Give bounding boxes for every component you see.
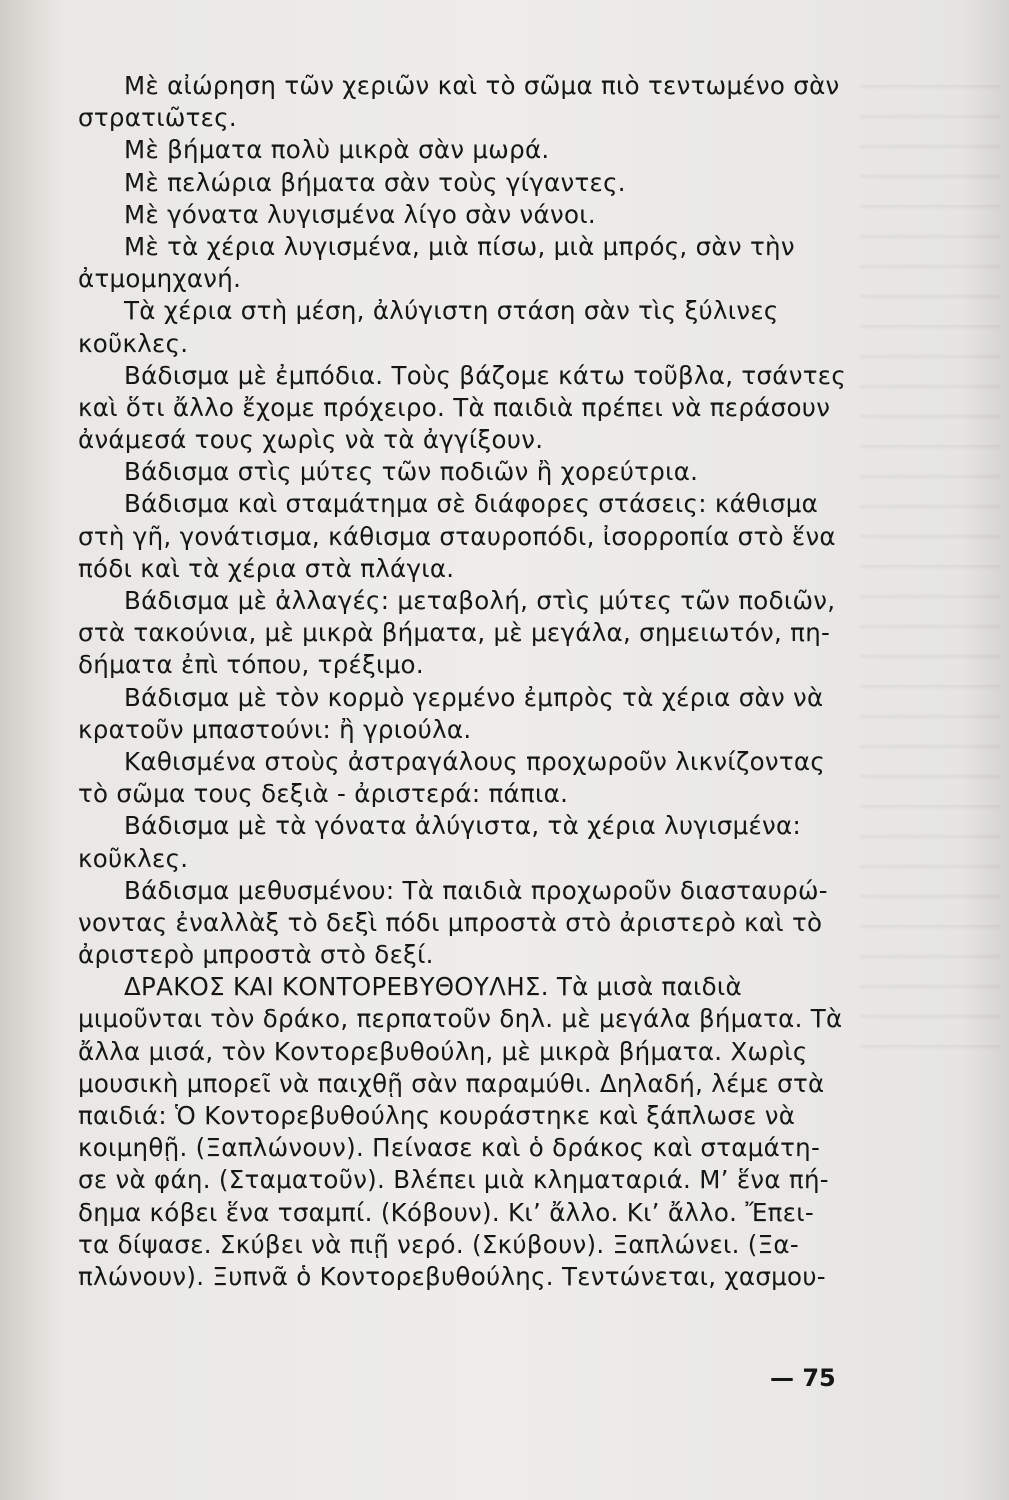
text-line: ἀτμομηχανή. xyxy=(78,264,242,294)
text-line: Καθισμένα στοὺς ἀστραγάλους προχωροῦν λικνίζοντας xyxy=(124,746,826,776)
text-line: Βάδισμα καὶ σταμάτημα σὲ διάφορες στάσεις: κάθισμα xyxy=(124,489,819,519)
text-line: μουσικὴ μπορεῖ νὰ παιχθῇ σὰν παραμύθι. Δηλαδή, λέμε στὰ xyxy=(78,1068,825,1098)
text-line: Βάδισμα μὲ τὸν κορμὸ γερμένο ἐμπρὸς τὰ χέρια σὰν νὰ xyxy=(124,682,824,712)
text-line: Βάδισμα μὲ ἀλλαγές: μεταβολή, στὶς μύτες τῶν ποδιῶν, xyxy=(124,586,836,615)
text-line: κοῦκλες. xyxy=(78,328,189,358)
page-number: — 75 xyxy=(770,1364,836,1392)
text-line: μιμοῦνται τὸν δράκο, περπατοῦν δηλ. μὲ μεγάλα βήματα. Τὰ xyxy=(78,1004,843,1034)
text-line: Μὲ πελώρια βήματα σὰν τοὺς γίγαντες. xyxy=(124,167,626,197)
text-line: κοῦκλες. xyxy=(78,843,189,873)
text-line: Μὲ βήματα πολὺ μικρὰ σὰν μωρά. xyxy=(124,135,550,165)
text-line: τὸ σῶμα τους δεξιὰ - ἀριστερά: πάπια. xyxy=(78,779,569,809)
text-line: στὴ γῆ, γονάτισμα, κάθισμα σταυροπόδι, ἰσορροπία στὸ ἕνα xyxy=(78,521,836,551)
text-line: Μὲ τὰ χέρια λυγισμένα, μιὰ πίσω, μιὰ μπρός, σὰν τὴν xyxy=(124,231,795,261)
text-line: Βάδισμα μὲ τὰ γόνατα ἀλύγιστα, τὰ χέρια λυγισμένα: xyxy=(124,811,802,841)
text-line: ἀριστερὸ μπροστὰ στὸ δεξί. xyxy=(78,940,434,970)
text-line: στρατιῶτες. xyxy=(78,103,237,133)
text-line: Τὰ χέρια στὴ μέση, ἀλύγιστη στάση σὰν τὶς ξύλινες xyxy=(124,296,779,326)
text-line: σε νὰ φάη. (Σταματοῦν). Βλέπει μιὰ κληματαριά. Μ’ ἕνα πή- xyxy=(78,1165,829,1195)
text-line: κοιμηθῇ. (Ξαπλώνουν). Πείνασε καὶ ὁ δράκος καὶ σταμάτη- xyxy=(78,1133,821,1163)
text-line: κρατοῦν μπαστούνι: ἢ γριούλα. xyxy=(78,714,472,744)
text-line: παιδιά: Ὁ Κοντορεβυθούλης κουράστηκε καὶ ξάπλωσε νὰ xyxy=(78,1101,796,1130)
text-line: δημα κόβει ἕνα τσαμπί. (Κόβουν). Κι’ ἄλλο. Κι’ ἄλλο. Ἔπει- xyxy=(78,1197,814,1227)
text-line: νοντας ἐναλλὰξ τὸ δεξὶ πόδι μπροστὰ στὸ ἀριστερὸ καὶ τὸ xyxy=(78,907,823,937)
text-line: πόδι καὶ τὰ χέρια στὰ πλάγια. xyxy=(78,553,455,583)
text-line: ἀνάμεσά τους χωρὶς νὰ τὰ ἀγγίξουν. xyxy=(78,425,544,455)
text-line: ΔΡΑΚΟΣ ΚΑΙ ΚΟΝΤΟΡΕΒΥΘΟΥΛΗΣ. Τὰ μισὰ παιδιὰ xyxy=(124,972,742,1002)
text-line: Βάδισμα μὲ ἐμπόδια. Τοὺς βάζομε κάτω τοῦβλα, τσάντες xyxy=(124,360,847,390)
text-line: Βάδισμα στὶς μύτες τῶν ποδιῶν ἢ χορεύτρια. xyxy=(124,457,699,487)
text-line: Μὲ γόνατα λυγισμένα λίγο σὰν νάνοι. xyxy=(124,199,596,229)
body-text xyxy=(78,70,862,1293)
text-line: Μὲ αἰώρηση τῶν χεριῶν καὶ τὸ σῶμα πιὸ τεντωμένο σὰν xyxy=(124,71,840,100)
text-line: πλώνουν). Ξυπνᾶ ὁ Κοντορεβυθούλης. Τεντώνεται, χασμου- xyxy=(78,1261,826,1291)
text-line: τα δίψασε. Σκύβει νὰ πιῇ νερό. (Σκύβουν). Ξαπλώνει. (Ξα- xyxy=(78,1229,799,1259)
text-line: δήματα ἐπὶ τόπου, τρέξιμο. xyxy=(78,650,424,680)
show-through-shadow xyxy=(860,60,1000,1060)
text-line: Βάδισμα μεθυσμένου: Τὰ παιδιὰ προχωροῦν διασταυρώ- xyxy=(124,875,828,905)
text-line: στὰ τακούνια, μὲ μικρὰ βήματα, μὲ μεγάλα, σημειωτόν, πη- xyxy=(78,618,831,648)
text-line: καὶ ὅτι ἄλλο ἔχομε πρόχειρο. Τὰ παιδιὰ πρέπει νὰ περάσουν xyxy=(78,392,831,422)
text-line: ἄλλα μισά, τὸν Κοντορεβυθούλη, μὲ μικρὰ βήματα. Χωρὶς xyxy=(78,1036,808,1066)
